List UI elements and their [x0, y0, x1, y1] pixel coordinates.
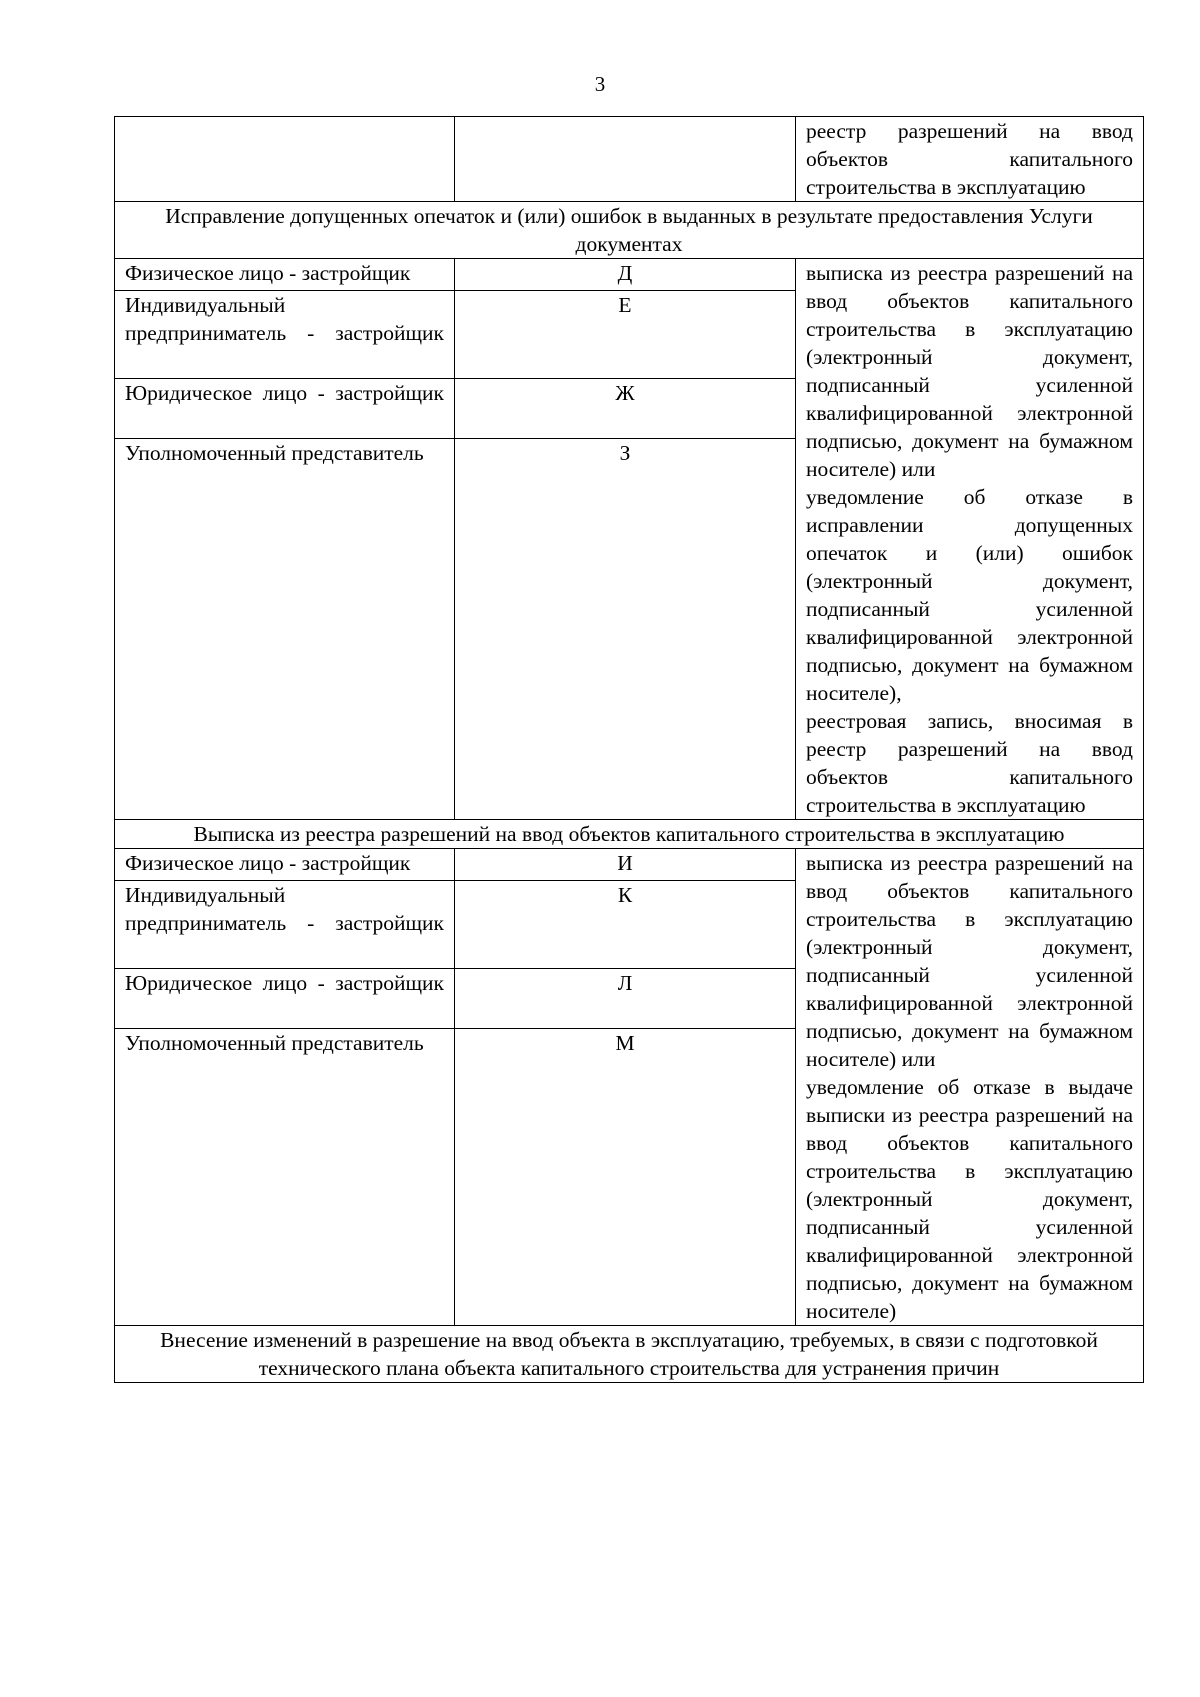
- result-paragraph: уведомление об отказе в выдаче выписки из реестра разрешений на ввод объектов капитального строительства в эксплуатацию (электронный документ, подписанный усиленной квалифицированной электронной подписью, документ на бумажном носителе): [806, 1075, 1133, 1323]
- result-cell: [796, 849, 1144, 1326]
- code-cell: К: [455, 881, 796, 969]
- section-header-row: [115, 1326, 1144, 1383]
- code-cell: Л: [455, 969, 796, 1029]
- applicant-cell: Физическое лицо - застройщик: [115, 259, 455, 291]
- applicant-cell: Юридическое лицо - застройщик: [115, 379, 455, 439]
- table-cell: [455, 117, 796, 202]
- table-row: [115, 849, 1144, 881]
- code-cell: Е: [455, 291, 796, 379]
- applicant-cell: Индивидуальный предприниматель - застройщик: [115, 291, 455, 379]
- applicant-cell: Индивидуальный предприниматель - застройщик: [115, 881, 455, 969]
- section-title: Внесение изменений в разрешение на ввод объекта в эксплуатацию, требуемых, в связи с подготовкой технического плана объекта капитального строительства для устранения причин: [115, 1326, 1144, 1383]
- table-row: [115, 117, 1144, 202]
- code-cell: З: [455, 439, 796, 820]
- services-table: [114, 116, 1144, 1383]
- page-number: 3: [594, 72, 606, 96]
- section-title: Исправление допущенных опечаток и (или) ошибок в выданных в результате предоставления Услуги документах: [115, 202, 1144, 259]
- applicant-cell: Уполномоченный представитель: [115, 439, 455, 820]
- code-cell: И: [455, 849, 796, 881]
- applicant-cell: Юридическое лицо - застройщик: [115, 969, 455, 1029]
- result-cell: реестр разрешений на ввод объектов капитального строительства в эксплуатацию: [796, 117, 1144, 202]
- result-cell: [796, 259, 1144, 820]
- result-paragraph: выписка из реестра разрешений на ввод объектов капитального строительства в эксплуатацию (электронный документ, подписанный усиленной квалифицированной электронной подписью, документ на бумажном носителе) или: [806, 261, 1133, 481]
- section-header-row: [115, 820, 1144, 849]
- section-title: Выписка из реестра разрешений на ввод объектов капитального строительства в эксплуатацию: [115, 820, 1144, 849]
- code-cell: Д: [455, 259, 796, 291]
- applicant-cell: Физическое лицо - застройщик: [115, 849, 455, 881]
- applicant-cell: Уполномоченный представитель: [115, 1029, 455, 1326]
- result-paragraph: реестровая запись, вносимая в реестр разрешений на ввод объектов капитального строительства в эксплуатацию: [806, 709, 1133, 817]
- table-cell: [115, 117, 455, 202]
- code-cell: Ж: [455, 379, 796, 439]
- table-row: [115, 259, 1144, 291]
- section-header-row: [115, 202, 1144, 259]
- code-cell: М: [455, 1029, 796, 1326]
- result-paragraph: уведомление об отказе в исправлении допущенных опечаток и (или) ошибок (электронный документ, подписанный усиленной квалифицированной электронной подписью, документ на бумажном носителе),: [806, 485, 1133, 705]
- result-paragraph: выписка из реестра разрешений на ввод объектов капитального строительства в эксплуатацию (электронный документ, подписанный усиленной квалифицированной электронной подписью, документ на бумажном носителе) или: [806, 851, 1133, 1071]
